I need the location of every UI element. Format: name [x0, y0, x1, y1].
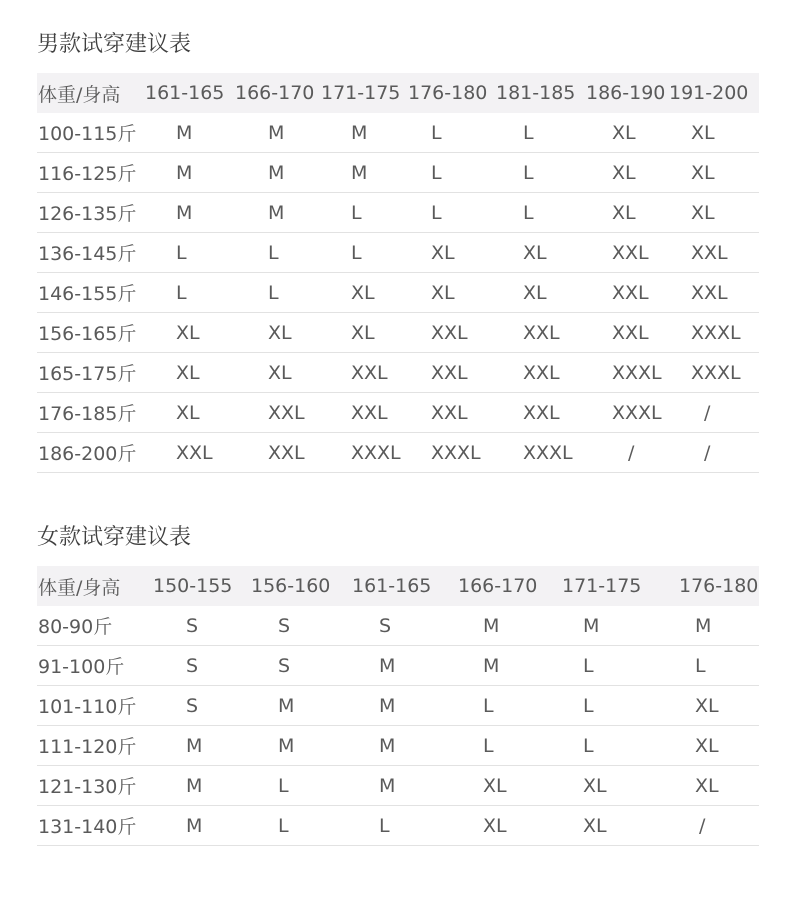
table-row	[37, 606, 759, 646]
size-cell: L	[455, 726, 559, 766]
men-section-title: 男款试穿建议表	[37, 32, 192, 57]
table-header-row	[37, 566, 759, 606]
size-cell: M	[665, 606, 759, 646]
size-cell: S	[248, 606, 349, 646]
table-row	[37, 273, 759, 313]
weight-cell: 116-125斤	[37, 153, 140, 193]
size-cell: L	[559, 726, 665, 766]
size-cell: S	[150, 686, 248, 726]
weight-cell: 131-140斤	[37, 806, 150, 846]
weight-cell: 121-130斤	[37, 766, 150, 806]
size-cell: XXL	[403, 313, 491, 353]
header-cell-weight-height: 体重/身高	[37, 566, 150, 606]
size-cell: XL	[316, 273, 403, 313]
size-cell: XL	[664, 153, 759, 193]
size-cell: L	[665, 646, 759, 686]
size-cell: XXL	[664, 273, 759, 313]
size-cell: XXL	[316, 393, 403, 433]
size-cell: M	[230, 153, 316, 193]
size-cell: M	[349, 766, 455, 806]
size-cell: XL	[455, 766, 559, 806]
table-row	[37, 393, 759, 433]
weight-cell: 126-135斤	[37, 193, 140, 233]
table-row	[37, 193, 759, 233]
size-cell: XL	[455, 806, 559, 846]
size-cell: XL	[316, 313, 403, 353]
size-cell: /	[664, 433, 759, 473]
size-cell: L	[403, 153, 491, 193]
table-row	[37, 153, 759, 193]
size-cell: L	[316, 193, 403, 233]
weight-cell: 91-100斤	[37, 646, 150, 686]
size-cell: XL	[664, 113, 759, 153]
size-cell: L	[559, 646, 665, 686]
size-cell: L	[559, 686, 665, 726]
table-row	[37, 686, 759, 726]
size-cell: S	[150, 646, 248, 686]
table-row	[37, 726, 759, 766]
size-cell: M	[316, 113, 403, 153]
size-cell: XXL	[230, 393, 316, 433]
size-cell: XXXL	[664, 353, 759, 393]
header-cell-height: 171-175	[559, 566, 665, 606]
size-cell: XXL	[581, 273, 664, 313]
size-cell: /	[665, 806, 759, 846]
size-cell: XXL	[491, 313, 581, 353]
women-size-table	[37, 566, 759, 846]
weight-cell: 186-200斤	[37, 433, 140, 473]
size-cell: XL	[230, 353, 316, 393]
size-cell: XXL	[316, 353, 403, 393]
size-cell: M	[150, 806, 248, 846]
size-cell: XL	[665, 686, 759, 726]
size-cell: XL	[140, 393, 230, 433]
size-cell: M	[316, 153, 403, 193]
size-cell: M	[248, 686, 349, 726]
men-size-table	[37, 73, 759, 473]
header-cell-height: 176-180	[403, 73, 491, 113]
header-cell-height: 166-170	[455, 566, 559, 606]
size-cell: XL	[664, 193, 759, 233]
weight-cell: 176-185斤	[37, 393, 140, 433]
size-cell: XL	[665, 726, 759, 766]
header-cell-height: 176-180	[665, 566, 759, 606]
table-row	[37, 113, 759, 153]
size-cell: XXXL	[491, 433, 581, 473]
size-cell: XL	[491, 233, 581, 273]
size-cell: M	[349, 726, 455, 766]
size-cell: L	[248, 806, 349, 846]
size-cell: M	[248, 726, 349, 766]
size-cell: S	[150, 606, 248, 646]
header-cell-height: 191-200	[664, 73, 759, 113]
weight-cell: 156-165斤	[37, 313, 140, 353]
women-section-title: 女款试穿建议表	[37, 525, 192, 550]
size-cell: L	[491, 153, 581, 193]
size-cell: XL	[140, 313, 230, 353]
size-cell: XL	[559, 766, 665, 806]
size-cell: L	[316, 233, 403, 273]
weight-cell: 111-120斤	[37, 726, 150, 766]
table-row	[37, 433, 759, 473]
size-cell: L	[140, 273, 230, 313]
size-cell: L	[248, 766, 349, 806]
size-cell: XXXL	[581, 393, 664, 433]
size-cell: L	[140, 233, 230, 273]
weight-cell: 165-175斤	[37, 353, 140, 393]
size-cell: M	[150, 766, 248, 806]
size-cell: XXL	[491, 393, 581, 433]
size-cell: M	[140, 113, 230, 153]
size-cell: L	[349, 806, 455, 846]
size-cell: M	[230, 113, 316, 153]
size-cell: L	[491, 193, 581, 233]
header-cell-height: 181-185	[491, 73, 581, 113]
header-cell-height: 161-165	[349, 566, 455, 606]
size-cell: /	[664, 393, 759, 433]
size-cell: XL	[581, 113, 664, 153]
weight-cell: 136-145斤	[37, 233, 140, 273]
size-cell: M	[455, 646, 559, 686]
header-cell-height: 166-170	[230, 73, 316, 113]
size-cell: XXXL	[316, 433, 403, 473]
size-cell: XL	[581, 153, 664, 193]
size-cell: XXL	[230, 433, 316, 473]
weight-cell: 80-90斤	[37, 606, 150, 646]
size-cell: M	[455, 606, 559, 646]
size-cell: XL	[140, 353, 230, 393]
size-cell: M	[140, 193, 230, 233]
size-cell: L	[455, 686, 559, 726]
size-cell: L	[230, 233, 316, 273]
table-header-row	[37, 73, 759, 113]
size-cell: /	[581, 433, 664, 473]
size-cell: XL	[665, 766, 759, 806]
size-cell: M	[140, 153, 230, 193]
size-cell: XXL	[664, 233, 759, 273]
size-cell: S	[349, 606, 455, 646]
header-cell-height: 161-165	[140, 73, 230, 113]
size-cell: XL	[403, 233, 491, 273]
size-cell: XL	[559, 806, 665, 846]
table-row	[37, 646, 759, 686]
size-cell: XXXL	[581, 353, 664, 393]
header-cell-height: 150-155	[150, 566, 248, 606]
size-cell: XXL	[403, 393, 491, 433]
size-cell: XXL	[581, 313, 664, 353]
size-cell: XXL	[403, 353, 491, 393]
table-row	[37, 233, 759, 273]
size-cell: XXL	[581, 233, 664, 273]
size-cell: S	[248, 646, 349, 686]
size-cell: M	[230, 193, 316, 233]
size-cell: M	[150, 726, 248, 766]
table-row	[37, 313, 759, 353]
header-cell-height: 156-160	[248, 566, 349, 606]
size-cell: XL	[491, 273, 581, 313]
table-row	[37, 353, 759, 393]
header-cell-height: 186-190	[581, 73, 664, 113]
size-cell: M	[559, 606, 665, 646]
size-cell: L	[491, 113, 581, 153]
size-cell: M	[349, 686, 455, 726]
size-cell: XXL	[491, 353, 581, 393]
size-cell: XL	[230, 313, 316, 353]
size-cell: L	[403, 193, 491, 233]
table-row	[37, 806, 759, 846]
weight-cell: 101-110斤	[37, 686, 150, 726]
header-cell-weight-height: 体重/身高	[37, 73, 140, 113]
table-row	[37, 766, 759, 806]
weight-cell: 146-155斤	[37, 273, 140, 313]
header-cell-height: 171-175	[316, 73, 403, 113]
size-cell: L	[230, 273, 316, 313]
size-cell: XXXL	[664, 313, 759, 353]
weight-cell: 100-115斤	[37, 113, 140, 153]
size-cell: M	[349, 646, 455, 686]
size-cell: XXL	[140, 433, 230, 473]
size-cell: L	[403, 113, 491, 153]
size-cell: XXXL	[403, 433, 491, 473]
size-cell: XL	[581, 193, 664, 233]
size-cell: XL	[403, 273, 491, 313]
